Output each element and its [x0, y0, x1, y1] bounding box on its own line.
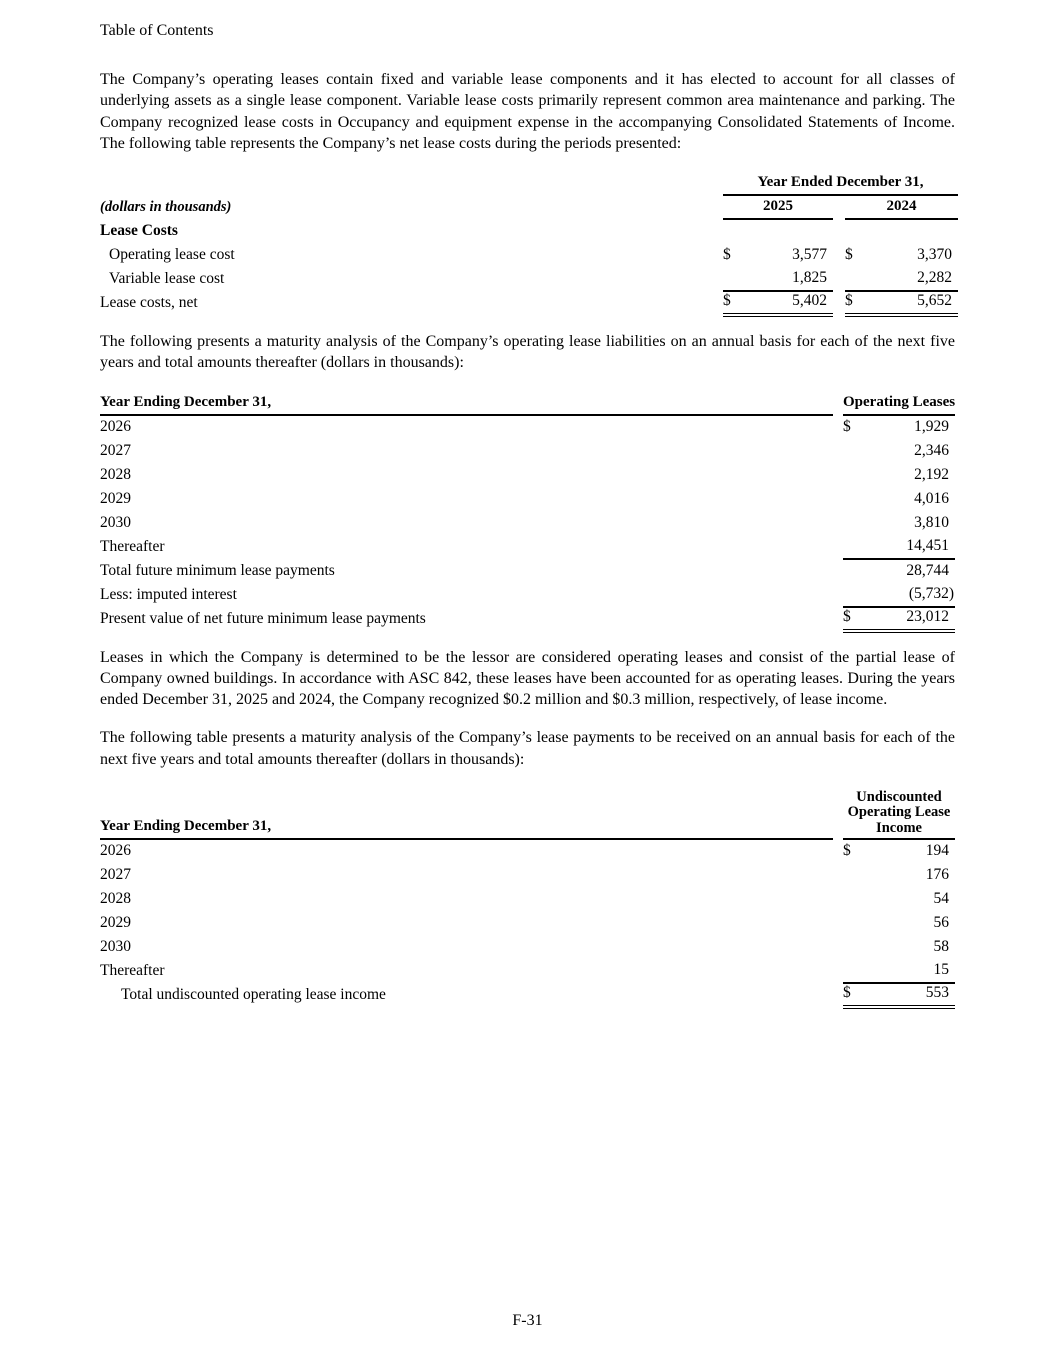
cell-gap	[833, 790, 843, 839]
year-ending-header: Year Ending December 31,	[100, 391, 833, 415]
cell-gap	[833, 415, 843, 439]
cell-empty	[723, 219, 747, 243]
cell-dollar: $	[843, 607, 867, 631]
cell-gap	[833, 535, 843, 559]
cell-value: 56	[933, 914, 950, 931]
cell-dollar: $	[843, 417, 851, 435]
cell-label: 2029	[100, 489, 131, 507]
cell-value: 14,451	[867, 535, 955, 559]
cell-gap	[833, 935, 843, 959]
lease-income-maturity-table	[100, 790, 955, 1009]
cell-value: (5,732)	[867, 583, 955, 607]
cell-gap	[833, 291, 845, 315]
cell-dollar	[843, 487, 867, 511]
cell-label: 2029	[100, 914, 131, 931]
column-header-2025: 2025	[723, 195, 833, 219]
cell-label: Total future minimum lease payments	[100, 561, 335, 579]
cell-value: 28,744	[906, 561, 950, 579]
cell-value: 2,282	[869, 267, 958, 291]
cell-value: 194	[925, 842, 950, 859]
cell-label: 2026	[100, 842, 131, 859]
cell-gap	[833, 559, 843, 583]
header-line: Undiscounted	[856, 789, 942, 805]
cell-dollar: $	[843, 983, 867, 1007]
cell-label: Lease costs, net	[100, 294, 198, 312]
cell-label: Total undiscounted operating lease income	[121, 986, 386, 1003]
table-row-total	[100, 983, 955, 1007]
cell-gap	[833, 439, 843, 463]
cell-dollar	[843, 863, 867, 887]
cell-dollar: $	[845, 246, 853, 264]
paragraph-lessor: Leases in which the Company is determined to be the lessor are considered operating leases and consist of the partial lease of Company owned buildings. In accordance with ASC 842, these leases have been accounted for as operating leases. During the years ended December 31, 2025 and 2024, the Company recognized $0.2 million and $0.3 million, respectively, of lease income.	[100, 648, 955, 709]
cell-label: 2027	[100, 441, 131, 459]
units-label: (dollars in thousands)	[100, 199, 232, 216]
cell-gap	[833, 959, 843, 983]
table-row	[100, 267, 958, 291]
cell-dollar: $	[845, 291, 869, 315]
table-row	[100, 839, 955, 863]
lease-liabilities-maturity-table	[100, 391, 955, 633]
cell-dollar	[845, 267, 869, 291]
table-row	[100, 790, 955, 839]
cell-label: 2030	[100, 938, 131, 955]
cell-gap	[833, 195, 845, 219]
table-row	[100, 935, 955, 959]
cell-dollar	[843, 463, 867, 487]
cell-value: 1,825	[747, 267, 833, 291]
header-line: Operating Lease	[847, 804, 951, 821]
cell-dollar	[843, 887, 867, 911]
cell-gap	[833, 607, 843, 631]
undiscounted-income-header	[843, 790, 955, 839]
paragraph-lease-components: The Company’s operating leases contain fixed and variable lease components and it has elected to account for all classes of underlying assets as a single lease component. Variable lease costs primarily represent common area maintenance and parking. The Company recognized lease costs in Occupancy and equipment expense in the accompanying Consolidated Statements of Income. The following table represents the Company’s net lease costs during the periods presented:	[100, 71, 955, 152]
cell-value: 5,402	[747, 291, 833, 315]
table-of-contents-link-row	[100, 22, 955, 40]
cell-value: 176	[925, 866, 950, 883]
table-row	[100, 487, 955, 511]
cell-value: 58	[933, 938, 950, 955]
year-ended-group-header: Year Ended December 31,	[723, 171, 958, 195]
cell-dollar	[843, 511, 867, 535]
table-row-total	[100, 607, 955, 631]
cell-label: Present value of net future minimum lease payments	[100, 609, 426, 627]
cell-dollar: $	[843, 842, 851, 859]
table-row	[100, 535, 955, 559]
cell-gap	[833, 463, 843, 487]
cell-gap	[833, 243, 845, 267]
column-header-2024: 2024	[845, 195, 958, 219]
cell-empty	[100, 171, 723, 195]
cell-label: 2028	[100, 890, 131, 907]
cell-dollar: $	[723, 246, 731, 264]
cell-dollar	[843, 559, 867, 583]
cell-gap	[833, 511, 843, 535]
cell-label: Operating lease cost	[109, 246, 235, 264]
section-header-lease-costs: Lease Costs	[100, 222, 178, 240]
table-row	[100, 391, 955, 415]
table-row	[100, 863, 955, 887]
table-row	[100, 439, 955, 463]
cell-value: 4,016	[914, 489, 950, 507]
table-row	[100, 195, 958, 219]
table-row	[100, 887, 955, 911]
table-row	[100, 583, 955, 607]
cell-empty	[869, 219, 958, 243]
cell-label: 2028	[100, 465, 131, 483]
paragraph-liability-maturity-intro: The following presents a maturity analysis of the Company’s operating lease liabilities on an annual basis for each of the next five years and total amounts thereafter (dollars in thousands):	[100, 333, 955, 372]
cell-dollar	[723, 267, 747, 291]
cell-value: 5,652	[869, 291, 958, 315]
cell-empty	[747, 219, 833, 243]
table-row	[100, 511, 955, 535]
table-row	[100, 171, 958, 195]
cell-label: Thereafter	[100, 537, 165, 555]
cell-gap	[833, 583, 843, 607]
cell-gap	[833, 983, 843, 1007]
page-number: F-31	[512, 1312, 543, 1329]
cell-value: 2,346	[914, 441, 950, 459]
cell-gap	[833, 911, 843, 935]
cell-dollar	[843, 959, 867, 983]
cell-label: 2030	[100, 513, 131, 531]
cell-gap	[833, 887, 843, 911]
cell-dollar: $	[723, 291, 747, 315]
cell-dollar	[843, 583, 867, 607]
cell-gap	[833, 219, 845, 243]
cell-value: 15	[867, 959, 955, 983]
operating-leases-header: Operating Leases	[843, 391, 955, 415]
cell-value: 1,929	[914, 417, 950, 435]
cell-label: Less: imputed interest	[100, 585, 237, 603]
cell-value: 23,012	[867, 607, 955, 631]
cell-empty	[845, 219, 869, 243]
cell-dollar	[843, 911, 867, 935]
table-row	[100, 219, 958, 243]
table-row	[100, 243, 958, 267]
cell-value: 54	[933, 890, 950, 907]
table-of-contents-link[interactable]: Table of Contents	[100, 22, 214, 39]
cell-label: Thereafter	[100, 962, 165, 979]
cell-value: 553	[867, 983, 955, 1007]
table-row	[100, 959, 955, 983]
cell-gap	[833, 267, 845, 291]
cell-value: 3,370	[917, 246, 952, 264]
cell-label: 2027	[100, 866, 131, 883]
table-row-total	[100, 291, 958, 315]
lease-costs-table	[100, 171, 958, 317]
table-row	[100, 911, 955, 935]
cell-label: Variable lease cost	[109, 270, 225, 288]
cell-gap	[833, 487, 843, 511]
table-row	[100, 463, 955, 487]
cell-value: 3,810	[914, 513, 950, 531]
cell-gap	[833, 839, 843, 863]
cell-dollar	[843, 535, 867, 559]
cell-dollar	[843, 439, 867, 463]
cell-gap	[833, 391, 843, 415]
table-row	[100, 559, 955, 583]
cell-gap	[833, 863, 843, 887]
year-ending-header: Year Ending December 31,	[100, 790, 833, 839]
cell-value: 3,577	[792, 246, 827, 264]
cell-value: 2,192	[914, 465, 950, 483]
table-row	[100, 415, 955, 439]
paragraph-income-maturity-intro: The following table presents a maturity analysis of the Company’s lease payments to be received on an annual basis for each of the next five years and total amounts thereafter (dollars in thousands):	[100, 729, 955, 768]
cell-dollar	[843, 935, 867, 959]
header-line: Income	[876, 819, 922, 836]
cell-label: 2026	[100, 417, 131, 435]
